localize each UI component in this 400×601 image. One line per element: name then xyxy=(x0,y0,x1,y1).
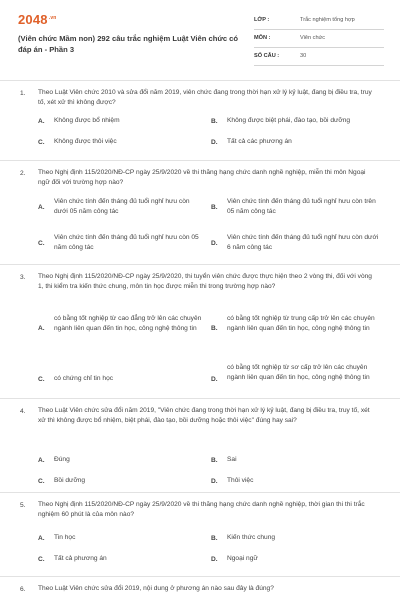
question-6 xyxy=(0,576,400,601)
option-c-letter[interactable]: C. xyxy=(38,139,45,146)
question-3 xyxy=(0,264,400,401)
question-text: Theo Luật Viên chức 2010 và sửa đổi năm 2019, viên chức đang trong thời hạn xử lý kỷ luật, đang bị điều tra, truy tố, xét xử thì không được? xyxy=(38,89,372,107)
question-number: 3. xyxy=(20,274,26,281)
question-text: Theo Luật Viên chức sửa đổi 2019, nội dung ở phương án nào sau đây là đúng? xyxy=(38,585,274,592)
option-a-letter[interactable]: A. xyxy=(38,204,45,211)
document-title: (Viên chức Mầm non) 292 câu trắc nghiệm Luật Viên chức có đáp án - Phần 3 xyxy=(18,34,239,54)
meta-key: LỚP : xyxy=(254,17,270,23)
option-d-letter[interactable]: D. xyxy=(211,556,218,563)
option-a-text[interactable]: Đúng xyxy=(54,456,70,463)
question-text: Theo Nghị định 115/2020/NĐ-CP ngày 25/9/2020 về thi thăng hạng chức danh nghề nghiệp, miễn thi môn Ngoại ngữ đối với trường hợp nào? xyxy=(38,169,366,187)
option-a-letter[interactable]: A. xyxy=(38,457,45,464)
option-a-letter[interactable]: A. xyxy=(38,118,45,125)
meta-value: Viên chức xyxy=(300,35,326,41)
option-a-text[interactable]: Tin học xyxy=(54,534,76,541)
question-4 xyxy=(0,398,400,493)
question-number: 5. xyxy=(20,502,26,509)
meta-key: MÔN : xyxy=(254,35,271,41)
option-b-letter[interactable]: B. xyxy=(211,457,218,464)
option-b-letter[interactable]: B. xyxy=(211,325,218,332)
option-b-letter[interactable]: B. xyxy=(211,535,218,542)
meta-row-class xyxy=(254,12,384,30)
option-b-text[interactable]: Không được biệt phái, đào tạo, bồi dưỡng xyxy=(227,117,351,124)
option-a-text[interactable]: có bằng tốt nghiệp từ cao đẳng trở lên các chuyên ngành liên quan đến tin học, công nghệ thông tin xyxy=(54,315,202,333)
question-number: 2. xyxy=(20,170,26,177)
option-c-text[interactable]: Viên chức tính đến tháng đủ tuổi nghỉ hưu còn 05 năm công tác xyxy=(54,234,199,252)
option-d-text[interactable]: Tất cả các phương án xyxy=(227,138,292,145)
question-number: 6. xyxy=(20,586,26,593)
question-text: Theo Nghị định 115/2020/NĐ-CP ngày 25/9/2020, thi tuyển viên chức được thực hiện theo 2 vòng thi, đối với vòng 1, thi kiểm tra kiến thức chung, môn tin học được miễn thi trong trường hợp nào? xyxy=(38,273,372,291)
question-number: 1. xyxy=(20,90,26,97)
question-number: 4. xyxy=(20,408,26,415)
option-a-letter[interactable]: A. xyxy=(38,325,45,332)
option-c-text[interactable]: có chứng chỉ tin học xyxy=(54,375,114,382)
option-c-text[interactable]: Không được thôi việc xyxy=(54,138,117,145)
option-b-letter[interactable]: B. xyxy=(211,204,218,211)
question-2 xyxy=(0,160,400,267)
meta-value: 30 xyxy=(300,53,307,59)
option-d-letter[interactable]: D. xyxy=(211,240,218,247)
option-d-text[interactable]: Viên chức tính đến tháng đủ tuổi nghỉ hưu còn dưới 6 năm công tác xyxy=(227,234,379,252)
meta-table xyxy=(254,12,384,66)
meta-key: SỐ CÂU : xyxy=(254,53,280,59)
option-b-text[interactable]: Sai xyxy=(227,456,237,463)
question-1 xyxy=(0,80,400,163)
option-d-text[interactable]: Thôi việc xyxy=(227,477,254,484)
option-b-letter[interactable]: B. xyxy=(211,118,218,125)
question-5 xyxy=(0,492,400,575)
option-c-text[interactable]: Tất cả phương án xyxy=(54,555,107,562)
option-c-text[interactable]: Bồi dưỡng xyxy=(54,477,86,484)
option-a-text[interactable]: Viên chức tính đến tháng đủ tuổi nghỉ hưu còn dưới 05 năm công tác xyxy=(54,198,190,216)
option-d-text[interactable]: Ngoại ngữ xyxy=(227,555,258,562)
option-c-letter[interactable]: C. xyxy=(38,478,45,485)
option-a-text[interactable]: Không được bổ nhiệm xyxy=(54,117,120,124)
option-b-text[interactable]: Viên chức tính đến tháng đủ tuổi nghỉ hưu còn trên 05 năm công tác xyxy=(227,198,376,216)
option-c-letter[interactable]: C. xyxy=(38,556,45,563)
question-text: Theo Nghị định 115/2020/NĐ-CP ngày 25/9/2020 về thi thăng hạng chức danh nghề nghiệp, thời gian thi thi trắc nghiệm 60 phút là của môn nào? xyxy=(38,501,365,519)
option-c-letter[interactable]: C. xyxy=(38,240,45,247)
option-b-text[interactable]: có bằng tốt nghiệp từ trung cấp trở lên các chuyên ngành liên quan đến tin học, công nghệ thông tin xyxy=(227,315,375,333)
logo-main: 2048 xyxy=(18,12,48,27)
document-header xyxy=(18,12,384,82)
option-b-text[interactable]: Kiến thức chung xyxy=(227,534,276,541)
option-d-text[interactable]: có bằng tốt nghiệp từ sơ cấp trở lên các chuyên ngành liên quan đến tin học, công nghệ thông tin xyxy=(227,364,370,382)
question-text: Theo Luật Viên chức sửa đổi năm 2019, "Viên chức đang trong thời hạn xử lý kỷ luật, đang bị điều tra, truy tố, xét xử thì không được bổ nhiệm, biệt phái, đào tạo, bồi dưỡng hoặc thôi việc" đúng hay sai? xyxy=(38,407,370,425)
option-d-letter[interactable]: D. xyxy=(211,376,218,383)
option-d-letter[interactable]: D. xyxy=(211,478,218,485)
meta-value: Trắc nghiệm tổng hợp xyxy=(300,17,355,23)
option-a-letter[interactable]: A. xyxy=(38,535,45,542)
logo-tld: .vn xyxy=(48,15,57,21)
site-logo[interactable] xyxy=(18,12,57,27)
option-c-letter[interactable]: C. xyxy=(38,376,45,383)
option-d-letter[interactable]: D. xyxy=(211,139,218,146)
meta-row-subject xyxy=(254,30,384,48)
meta-row-count xyxy=(254,48,384,66)
